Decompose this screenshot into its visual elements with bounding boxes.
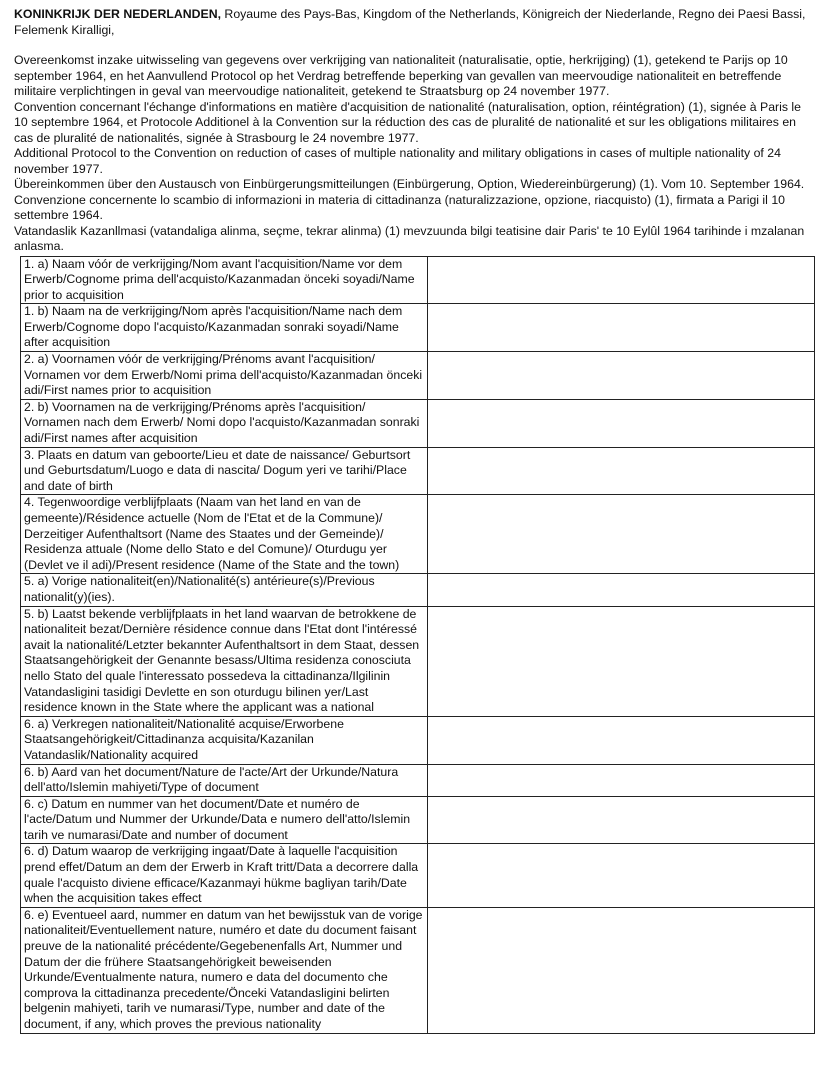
field-value-effective-date[interactable] bbox=[428, 844, 815, 907]
field-label-previous-nationality: 5. a) Vorige nationaliteit(en)/Nationalité(s) antérieure(s)/Previous nationalit(y)(ies). bbox=[21, 574, 428, 606]
field-label-name-after: 1. b) Naam na de verkrijging/Nom après l'acquisition/Name nach dem Erwerb/Cognome dopo l'acquisto/Kazanmadan sonraki soyadi/Name after acquisition bbox=[21, 304, 428, 352]
table-row bbox=[21, 574, 815, 606]
intro-paragraph-german: Übereinkommen über den Austausch von Einbürgerungsmitteilungen (Einbürgerung, Option, Wiedereinbürgerung) (1). Vom 10. September 1964. bbox=[14, 177, 805, 191]
nationality-form-table bbox=[20, 256, 815, 1034]
table-row bbox=[21, 447, 815, 495]
table-row bbox=[21, 796, 815, 844]
field-label-document-date-number: 6. c) Datum en nummer van het document/Date et numéro de l'acte/Datum und Nummer der Urkunde/Data e numero dell'atto/Islemin tarih ve numarasi/Date and number of document bbox=[21, 796, 428, 844]
intro-text bbox=[14, 53, 815, 255]
table-row bbox=[21, 495, 815, 574]
field-value-document-date-number[interactable] bbox=[428, 796, 815, 844]
intro-paragraph-italian: Convenzione concernente lo scambio di informazioni in materia di cittadinanza (naturalizzazione, opzione, riacquisto) (1), firmata a Parigi il 10 settembre 1964. bbox=[14, 192, 785, 222]
field-value-first-names-after[interactable] bbox=[428, 399, 815, 447]
table-row bbox=[21, 606, 815, 716]
table-row bbox=[21, 716, 815, 764]
country-name: KONINKRIJK DER NEDERLANDEN, bbox=[14, 7, 222, 21]
field-value-name-after[interactable] bbox=[428, 304, 815, 352]
field-label-first-names-prior: 2. a) Voornamen vóór de verkrijging/Prénoms avant l'acquisition/ Vornamen vor dem Erwerb/Nomi prima dell'acquisto/Kazanmadan önceki adi/First names prior to acquisition bbox=[21, 352, 428, 400]
table-row bbox=[21, 256, 815, 304]
field-label-nationality-acquired: 6. a) Verkregen nationaliteit/Nationalité acquise/Erworbene Staatsangehörigkeit/Cittadinanza acquisita/Kazanilan Vatandaslik/Nationality acquired bbox=[21, 716, 428, 764]
field-value-nationality-acquired[interactable] bbox=[428, 716, 815, 764]
field-value-first-names-prior[interactable] bbox=[428, 352, 815, 400]
document-heading bbox=[14, 7, 815, 38]
intro-paragraph-english: Additional Protocol to the Convention on reduction of cases of multiple nationality and military obligations in cases of multiple nationality of 24 november 1977. bbox=[14, 146, 781, 176]
document-page bbox=[14, 7, 815, 1034]
table-row bbox=[21, 399, 815, 447]
field-value-name-prior[interactable] bbox=[428, 256, 815, 304]
field-label-place-date-birth: 3. Plaats en datum van geboorte/Lieu et date de naissance/ Geburtsort und Geburtsdatum/Luogo e data di nascita/ Dogum yeri ve tarihi/Place and date of birth bbox=[21, 447, 428, 495]
field-label-present-residence: 4. Tegenwoordige verblijfplaats (Naam van het land en van de gemeente)/Résidence actuelle (Nom de l'Etat et de la Commune)/ Derzeitiger Aufenthaltsort (Name des Staates und der Gemeinde)/ Residenza attuale (Nome dello Stato e del Comune)/ Oturdugu yer (Devlet ve il adi)/Present residence (Name of the State and the town) bbox=[21, 495, 428, 574]
field-value-document-type[interactable] bbox=[428, 764, 815, 796]
field-value-present-residence[interactable] bbox=[428, 495, 815, 574]
field-label-last-residence: 5. b) Laatst bekende verblijfplaats in het land waarvan de betrokkene de nationaliteit bezat/Dernière résidence connue dans l'Etat dont l'intéressé avait la nationalité/Letzter bekannter Aufenthaltsort in dem Staat, dessen Staatsangehörigkeit der Genannte besass/Ultima residenza conosciuta nello Stato del quale l'interessato possedeva la cittadinanza/Ilgilinin Vatandasligini tasidigi Devlette en son oturdugu bilinen yer/Last residence known in the State where the applicant was a national bbox=[21, 606, 428, 716]
intro-paragraph-french: Convention concernant l'échange d'informations en matière d'acquisition de nationalité (naturalisation, option, réintégration) (1), signée à Paris le 10 septembre 1964, et Protocole Additionel à la Convention sur la réduction des cas de pluralité de nationalité et sur les obligations militaires en cas de pluralité de nationalités, signée à Strasbourg le 24 novembre 1977. bbox=[14, 99, 801, 145]
field-label-first-names-after: 2. b) Voornamen na de verkrijging/Prénoms après l'acquisition/ Vornamen nach dem Erwerb/ Nomi dopo l'acquisto/Kazanmadan sonraki adi/First names after acquisition bbox=[21, 399, 428, 447]
field-value-place-date-birth[interactable] bbox=[428, 447, 815, 495]
field-label-document-type: 6. b) Aard van het document/Nature de l'acte/Art der Urkunde/Natura dell'atto/Islemin mahiyeti/Type of document bbox=[21, 764, 428, 796]
field-label-previous-nationality-proof: 6. e) Eventueel aard, nummer en datum van het bewijsstuk van de vorige nationaliteit/Eventuellement nature, numéro et date du document faisant preuve de la nationalité précédente/Gegebenenfalls Art, Nummer und Datum der die frühere Staatsangehörigkeit beweisenden Urkunde/Eventualmente natura, numero e data del documento che comprova la cittadinanza precedente/Önceki Vatandasligini belirten belgenin mahiyeti, tarih ve numarasi/Type, number and date of the document, if any, which proves the previous nationality bbox=[21, 907, 428, 1033]
table-row bbox=[21, 764, 815, 796]
field-value-previous-nationality-proof[interactable] bbox=[428, 907, 815, 1033]
field-label-name-prior: 1. a) Naam vóór de verkrijging/Nom avant l'acquisition/Name vor dem Erwerb/Cognome prima dell'acquisto/Kazanmadan önceki soyadi/Name prior to acquisition bbox=[21, 256, 428, 304]
table-row bbox=[21, 907, 815, 1033]
field-label-effective-date: 6. d) Datum waarop de verkrijging ingaat/Date à laquelle l'acquisition prend effet/Datum an dem der Erwerb in Kraft tritt/Data a decorrere dalla quale l'acquisto diviene efficace/Kazanmayi hükme bagliyan tarih/Date when the acquisition takes effect bbox=[21, 844, 428, 907]
field-value-previous-nationality[interactable] bbox=[428, 574, 815, 606]
field-value-last-residence[interactable] bbox=[428, 606, 815, 716]
intro-paragraph-dutch: Overeenkomst inzake uitwisseling van gegevens over verkrijging van nationaliteit (naturalisatie, optie, herkrijging) (1), getekend te Parijs op 10 september 1964, en het Aanvullend Protocol op het Verdrag betreffende beperking van gevallen van meervoudige nationaliteit en betreffende militaire verplichtingen in geval van meervoudige nationaliteit, getekend te Straatsburg op 24 november 1977. bbox=[14, 53, 788, 98]
table-row bbox=[21, 304, 815, 352]
country-translations: Royaume des Pays-Bas, Kingdom of the Netherlands, Königreich der Niederlande, Regno dei Paesi Bassi, Felemenk Kiralligi, bbox=[14, 7, 806, 37]
table-row bbox=[21, 352, 815, 400]
table-row bbox=[21, 844, 815, 907]
intro-paragraph-turkish: Vatandaslik Kazanllmasi (vatandaliga alinma, seçme, tekrar alinma) (1) mevzuunda bilgi teatisine dair Paris' te 10 Eylûl 1964 tarihinde i mzalanan anlasma. bbox=[14, 223, 805, 253]
